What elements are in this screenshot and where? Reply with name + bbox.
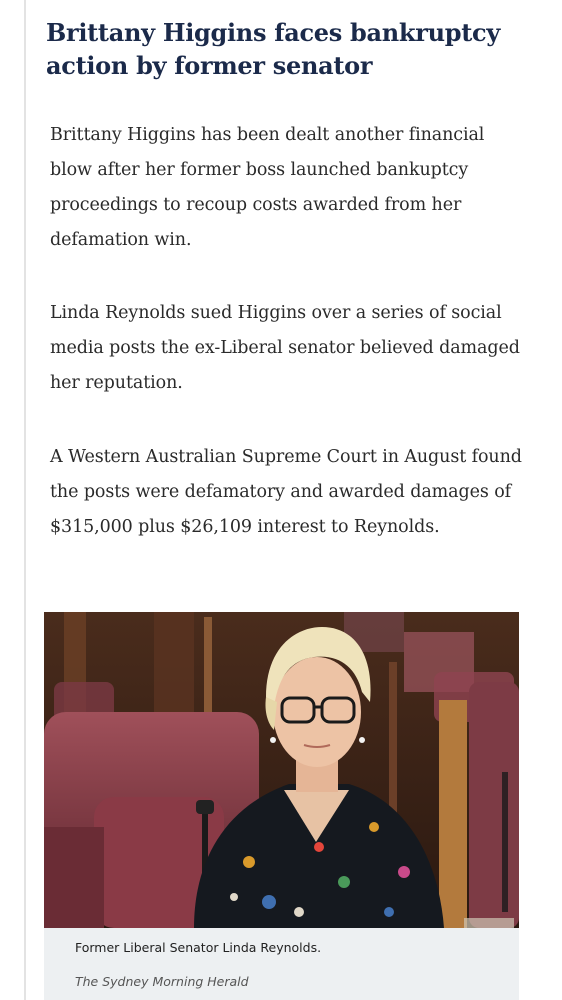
senator-photo[interactable] [44, 612, 519, 928]
caption-box [44, 928, 519, 1000]
article-paragraph: Brittany Higgins has been dealt another financial blow after her former boss launched bankuptcy proceedings to recoup costs awarded from her defamation win. [50, 125, 485, 250]
left-rule [24, 0, 26, 1000]
article-figure [44, 612, 519, 1000]
senator-photo-illustration [44, 612, 519, 928]
photo-credit: The Sydney Morning Herald [75, 974, 249, 989]
article-headline: Brittany Higgins faces bankruptcy action by former senator [46, 18, 500, 80]
photo-caption: Former Liberal Senator Linda Reynolds. [75, 940, 322, 955]
article-paragraph: Linda Reynolds sued Higgins over a series of social media posts the ex-Liberal senator believed damaged her reputation. [50, 303, 520, 393]
article-paragraph: A Western Australian Supreme Court in August found the posts were defamatory and awarded damages of $315,000 plus $26,109 interest to Reynolds. [50, 447, 522, 537]
